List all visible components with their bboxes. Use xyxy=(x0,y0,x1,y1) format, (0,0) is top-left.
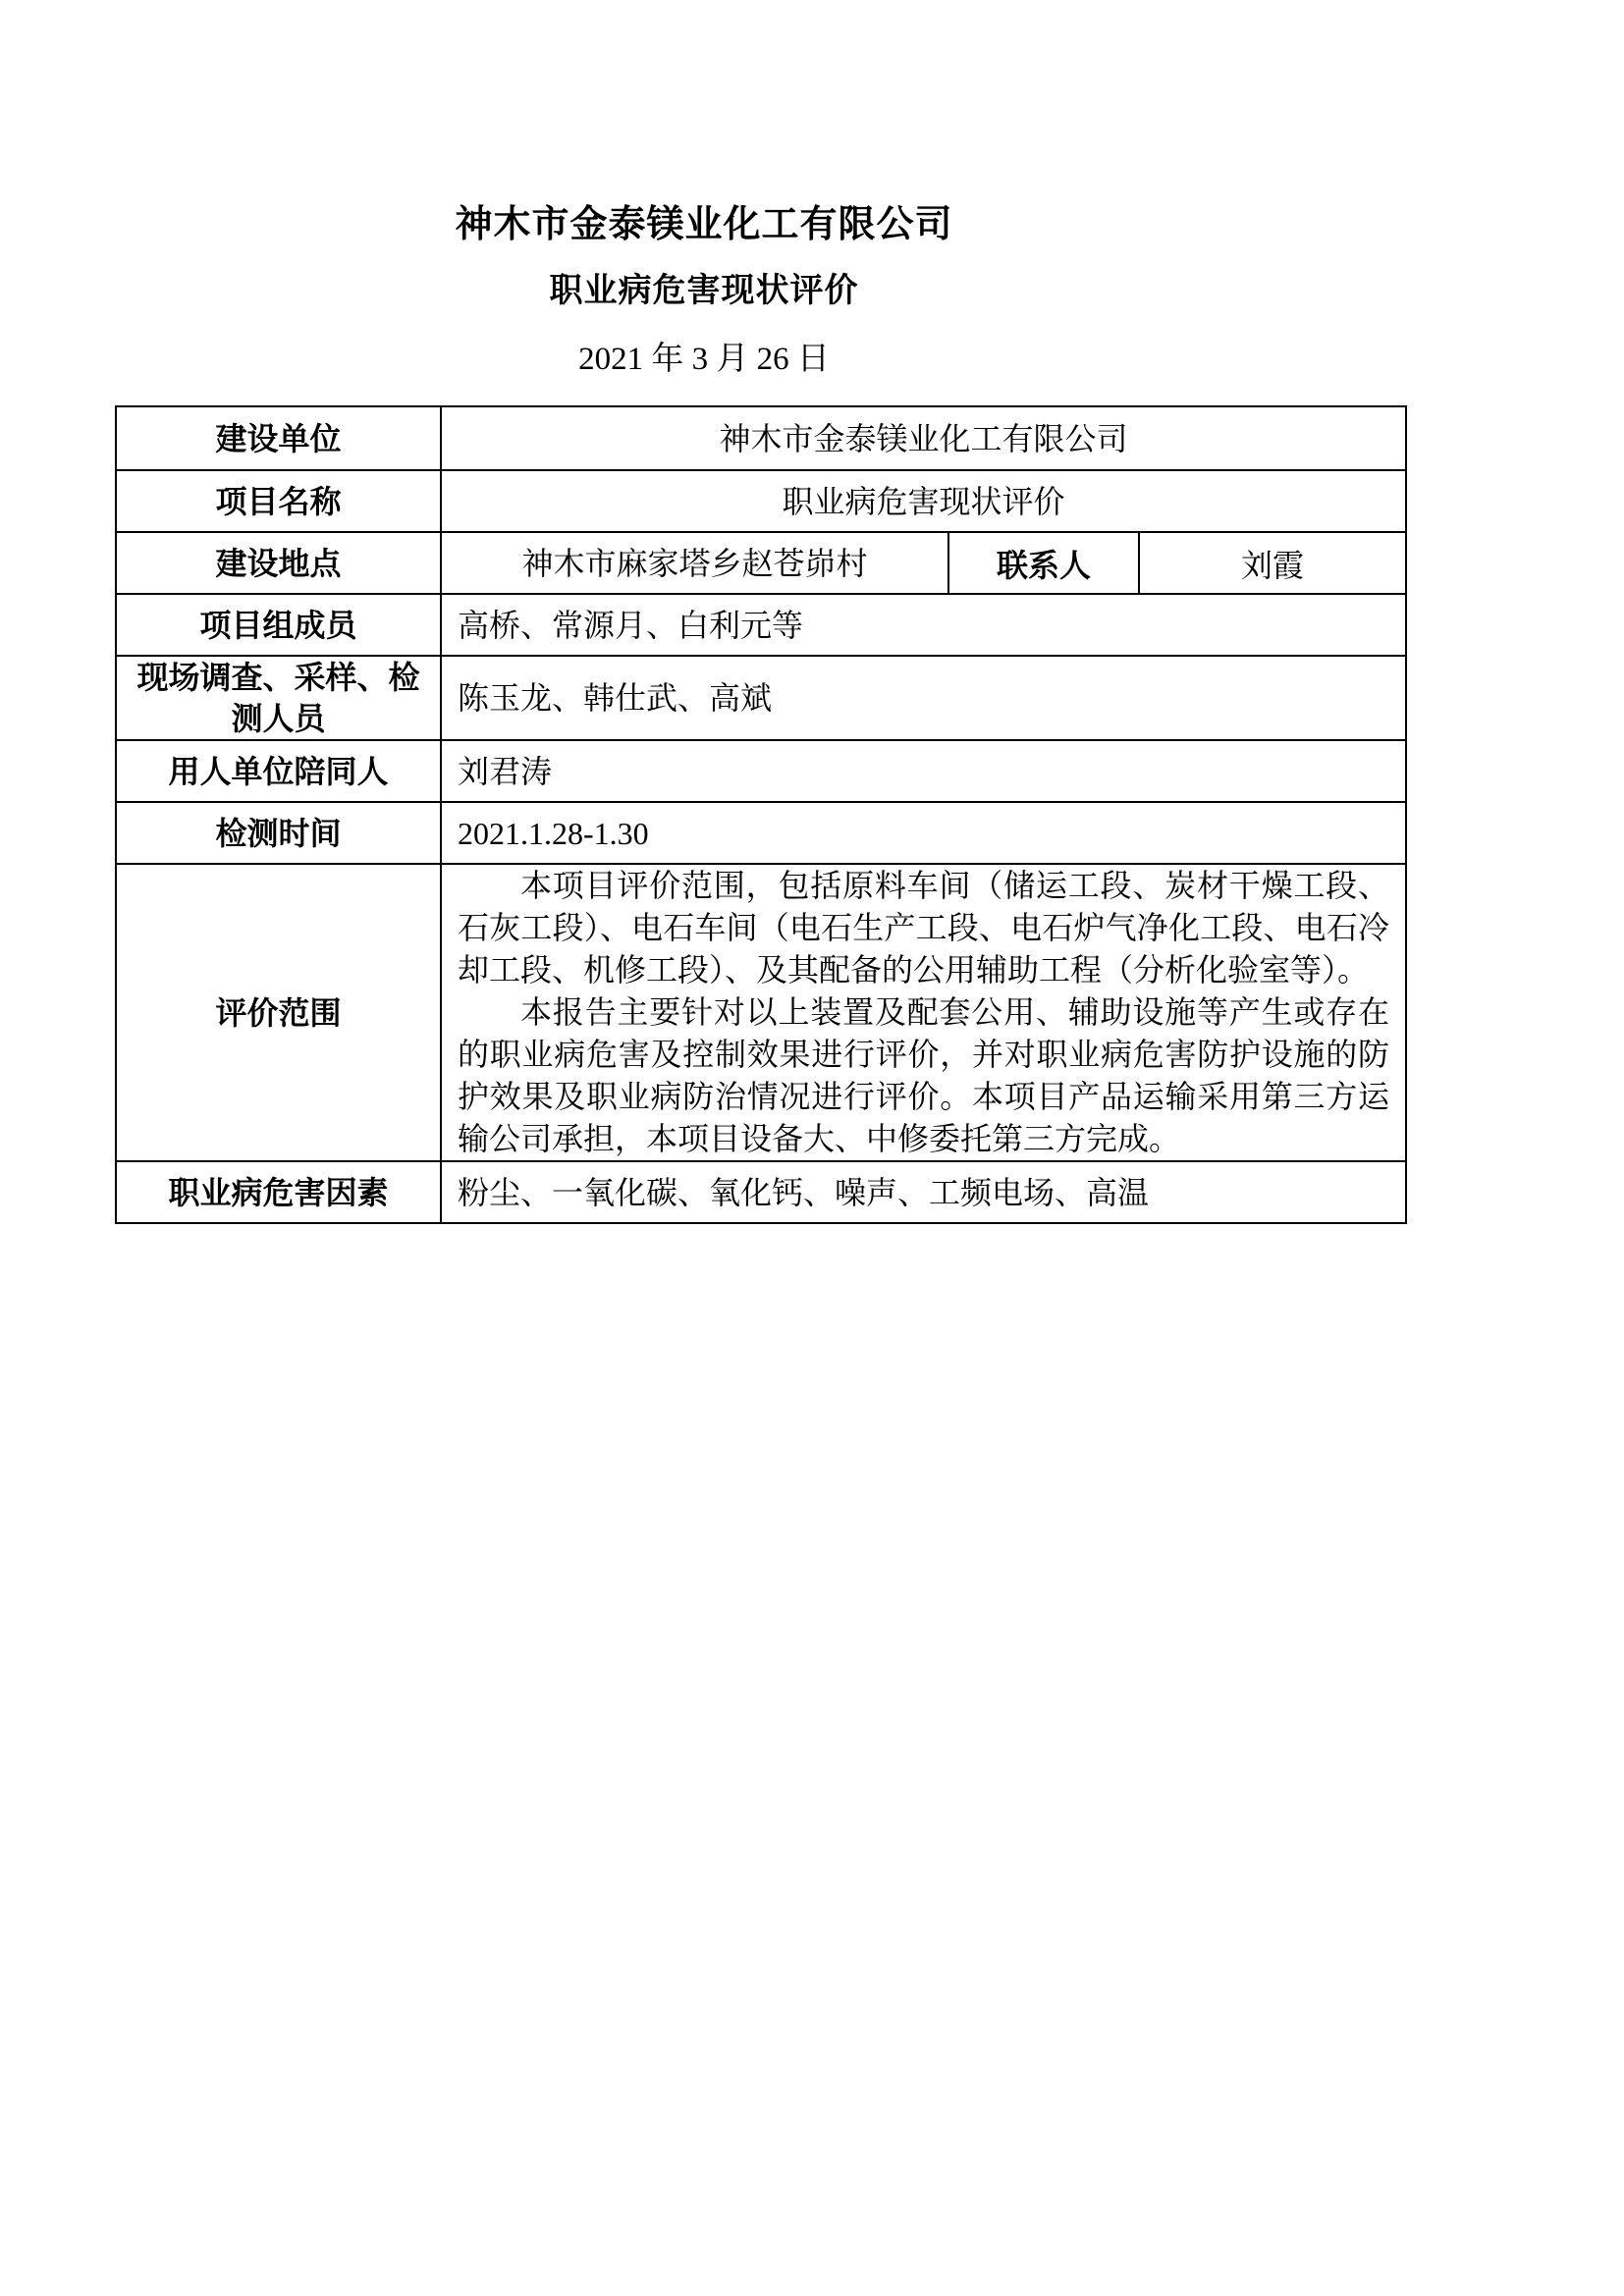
contact-label: 联系人 xyxy=(947,533,1140,593)
detection-time-label: 检测时间 xyxy=(117,803,442,863)
hazard-factors-label: 职业病危害因素 xyxy=(117,1162,442,1222)
table-row-evaluation-scope xyxy=(117,863,1405,1160)
project-team-label: 项目组成员 xyxy=(117,595,442,655)
evaluation-scope-paragraph-2: 本报告主要针对以上装置及配套公用、辅助设施等产生或存在的职业病危害及控制效果进行评价，并对职业病危害防护设施的防护效果及职业病防治情况进行评价。本项目产品运输采用第三方运输公司承担，本项目设备大、中修委托第三方完成。 xyxy=(458,994,1389,1156)
report-subtitle: 职业病危害现状评价 xyxy=(549,273,859,309)
detection-time-value: 2021.1.28-1.30 xyxy=(458,815,649,851)
project-name-value: 职业病危害现状评价 xyxy=(782,483,1065,519)
contact-value: 刘霞 xyxy=(1240,547,1304,583)
report-date: 2021 年 3 月 26 日 xyxy=(578,342,830,377)
hazard-factors-value: 粉尘、一氧化碳、氧化钙、噪声、工频电场、高温 xyxy=(458,1174,1150,1210)
project-team-value: 高桥、常源月、白利元等 xyxy=(458,607,804,643)
project-name-label: 项目名称 xyxy=(117,471,442,531)
evaluation-scope-value xyxy=(442,865,1405,1160)
table-row-project-team xyxy=(117,593,1405,655)
table-row-construction-unit xyxy=(117,407,1405,469)
construction-site-value: 神木市麻家塔乡赵苍峁村 xyxy=(521,545,868,581)
table-row-hazard-factors xyxy=(117,1160,1405,1222)
table-row-employer-escort xyxy=(117,739,1405,801)
employer-escort-label: 用人单位陪同人 xyxy=(117,741,442,801)
employer-escort-value: 刘君涛 xyxy=(458,753,553,789)
survey-staff-label: 现场调查、采样、检测人员 xyxy=(117,657,442,739)
survey-staff-value: 陈玉龙、韩仕武、高斌 xyxy=(458,680,773,716)
construction-unit-value: 神木市金泰镁业化工有限公司 xyxy=(719,420,1128,456)
evaluation-scope-text xyxy=(458,865,1389,1160)
company-title: 神木市金泰镁业化工有限公司 xyxy=(455,204,953,245)
info-table xyxy=(115,405,1407,1224)
heading-block xyxy=(115,201,1293,380)
table-row-survey-staff xyxy=(117,655,1405,739)
construction-site-label: 建设地点 xyxy=(117,533,442,593)
evaluation-scope-label: 评价范围 xyxy=(117,865,442,1160)
table-row-project-name xyxy=(117,469,1405,531)
construction-unit-label: 建设单位 xyxy=(117,407,442,469)
table-row-detection-time xyxy=(117,801,1405,863)
table-row-construction-site xyxy=(117,531,1405,593)
evaluation-scope-paragraph-1: 本项目评价范围，包括原料车间（储运工段、炭材干燥工段、石灰工段）、电石车间（电石生产工段、电石炉气净化工段、电石冷却工段、机修工段）、及其配备的公用辅助工程（分析化验室等）。 xyxy=(458,868,1389,988)
